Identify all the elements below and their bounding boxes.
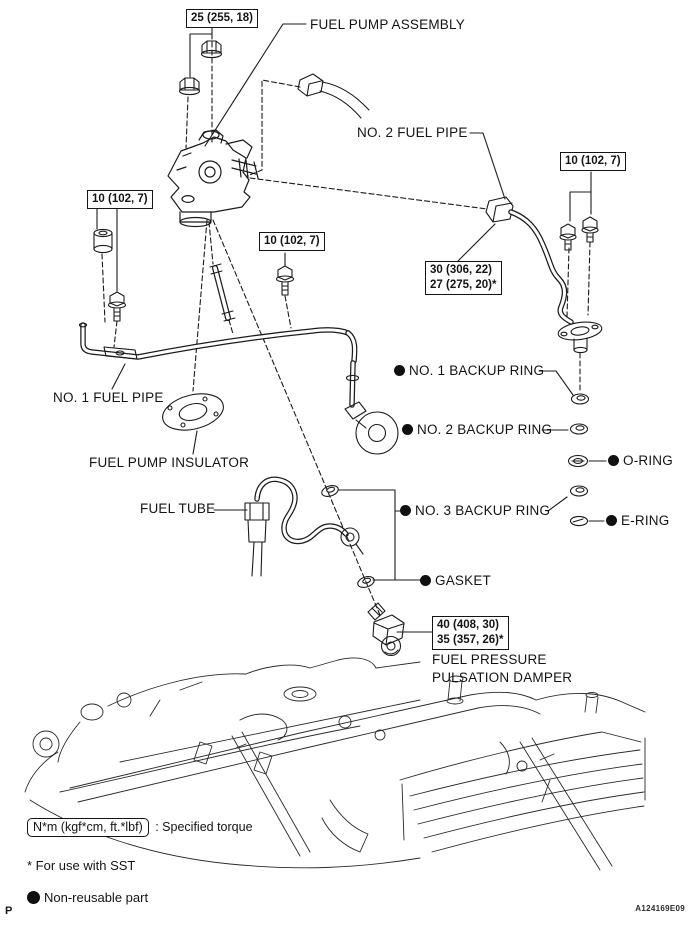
non-reusable-dot	[402, 424, 413, 435]
legend-non-reusable: Non-reusable part	[27, 890, 148, 905]
label-gasket: GASKET	[420, 573, 491, 589]
label-e-ring: E-RING	[606, 513, 669, 529]
torque-box-mid-bolt: 10 (102, 7)	[259, 232, 325, 251]
label-o-ring: O-RING	[608, 453, 673, 469]
label-no1-backup-ring: NO. 1 BACKUP RING	[394, 363, 544, 379]
torque-box-right-bolts: 10 (102, 7)	[560, 152, 626, 171]
torque-box-no2-pipe-union: 30 (306, 22) 27 (275, 20)*	[425, 261, 502, 295]
figure-code: A124169E09	[635, 904, 685, 913]
label-no3-backup-ring: NO. 3 BACKUP RING	[400, 503, 550, 519]
left-bolt-drawings	[94, 229, 126, 321]
legend-torque	[27, 820, 253, 834]
non-reusable-dot	[608, 455, 619, 466]
fuel-hose-connector-drawing	[298, 74, 369, 118]
loop-hose-drawing	[345, 363, 398, 454]
label-no2-backup-ring: NO. 2 BACKUP RING	[402, 422, 552, 438]
torque-box-left-bolt: 10 (102, 7)	[87, 190, 153, 209]
mid-bolt-drawing	[277, 266, 294, 295]
label-fuel-tube: FUEL TUBE	[140, 501, 216, 516]
label-no1-fuel-pipe: NO. 1 FUEL PIPE	[53, 390, 164, 405]
no2-fuel-pipe-drawing	[486, 197, 603, 353]
torque-unit-box: N*m (kgf*cm, ft.*lbf)	[27, 818, 149, 837]
fuel-tube-drawing	[245, 479, 363, 576]
pulsation-damper-drawing	[368, 603, 404, 656]
assembly-dashed-lines	[102, 34, 590, 615]
non-reusable-dot	[27, 891, 40, 904]
torque-caption: : Specified torque	[155, 820, 253, 834]
non-reusable-dot	[420, 575, 431, 586]
torque-box-damper: 40 (408, 30) 35 (357, 26)*	[432, 616, 509, 650]
fuel-pump-insulator-drawing	[159, 388, 227, 436]
torque-box-pump-nuts: 25 (255, 18)	[186, 9, 258, 28]
engine-drawing	[25, 658, 645, 870]
non-reusable-dot	[606, 515, 617, 526]
non-reusable-dot	[400, 505, 411, 516]
label-fuel-pump-assembly: FUEL PUMP ASSEMBLY	[310, 17, 465, 32]
no1-fuel-pipe-drawing	[79, 323, 354, 361]
fuel-pump-assembly-drawing	[168, 130, 258, 227]
pump-link-tube-drawing	[210, 264, 235, 321]
label-fuel-pressure-pulsation-damper: FUEL PRESSURE PULSATION DAMPER	[432, 652, 573, 686]
legend-sst-note: * For use with SST	[27, 858, 136, 873]
pump-nut-drawings	[180, 41, 222, 95]
page-marker: P	[5, 905, 13, 917]
label-no2-fuel-pipe: NO. 2 FUEL PIPE	[357, 125, 468, 140]
label-fuel-pump-insulator: FUEL PUMP INSULATOR	[89, 455, 250, 470]
right-bolt-drawings	[560, 217, 598, 250]
non-reusable-dot	[394, 365, 405, 376]
